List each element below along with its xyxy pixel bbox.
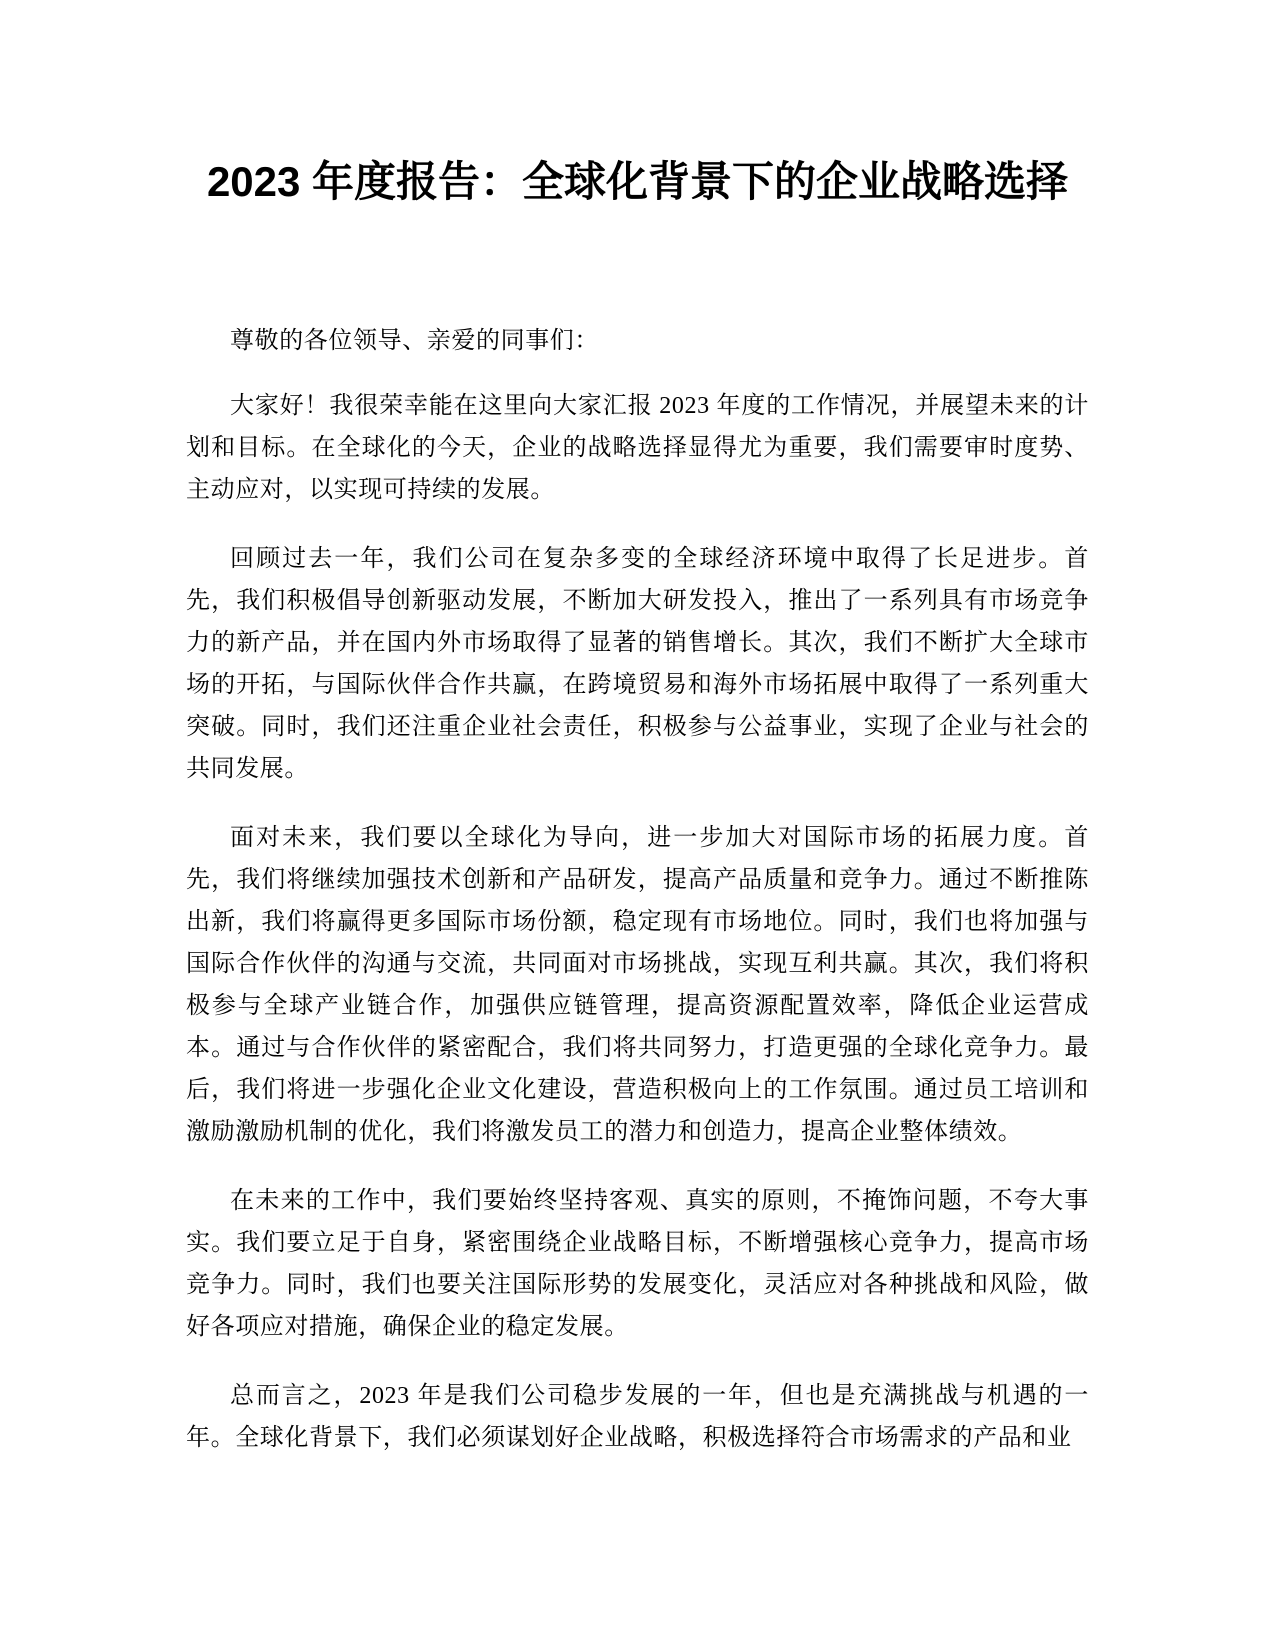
principles-paragraph: 在未来的工作中，我们要始终坚持客观、真实的原则，不掩饰问题，不夸大事实。我们要立足于自身，紧密围绕企业战略目标，不断增强核心竞争力，提高市场竞争力。同时，我们也要关注国际形势的发展变化，灵活应对各种挑战和风险，做好各项应对措施，确保企业的稳定发展。	[186, 1188, 1089, 1340]
document-title: 2023 年度报告：全球化背景下的企业战略选择	[206, 158, 1069, 205]
review-paragraph: 回顾过去一年，我们公司在复杂多变的全球经济环境中取得了长足进步。首先，我们积极倡导创新驱动发展，不断加大研发投入，推出了一系列具有市场竞争力的新产品，并在国内外市场取得了显著的销售增长。其次，我们不断扩大全球市场的开拓，与国际伙伴合作共赢，在跨境贸易和海外市场拓展中取得了一系列重大突破。同时，我们还注重企业社会责任，积极参与公益事业，实现了企业与社会的共同发展。	[186, 546, 1089, 782]
outlook-paragraph: 面对未来，我们要以全球化为导向，进一步加大对国际市场的拓展力度。首先，我们将继续加强技术创新和产品研发，提高产品质量和竞争力。通过不断推陈出新，我们将赢得更多国际市场份额，稳定现有市场地位。同时，我们也将加强与国际合作伙伴的沟通与交流，共同面对市场挑战，实现互利共赢。其次，我们将积极参与全球产业链合作，加强供应链管理，提高资源配置效率，降低企业运营成本。通过与合作伙伴的紧密配合，我们将共同努力，打造更强的全球化竞争力。最后，我们将进一步强化企业文化建设，营造积极向上的工作氛围。通过员工培训和激励激励机制的优化，我们将激发员工的潜力和创造力，提高企业整体绩效。	[186, 825, 1089, 1145]
summary-paragraph: 总而言之，2023 年是我们公司稳步发展的一年，但也是充满挑战与机遇的一年。全球化背景下，我们必须谋划好企业战略，积极选择符合市场需求的产品和业	[186, 1383, 1089, 1451]
salutation-paragraph: 尊敬的各位领导、亲爱的同事们：	[230, 328, 599, 354]
greeting-paragraph: 大家好！我很荣幸能在这里向大家汇报 2023 年度的工作情况，并展望未来的计划和目标。在全球化的今天，企业的战略选择显得尤为重要，我们需要审时度势、主动应对，以实现可持续的发展。	[186, 393, 1089, 503]
document-body	[186, 320, 1089, 1486]
